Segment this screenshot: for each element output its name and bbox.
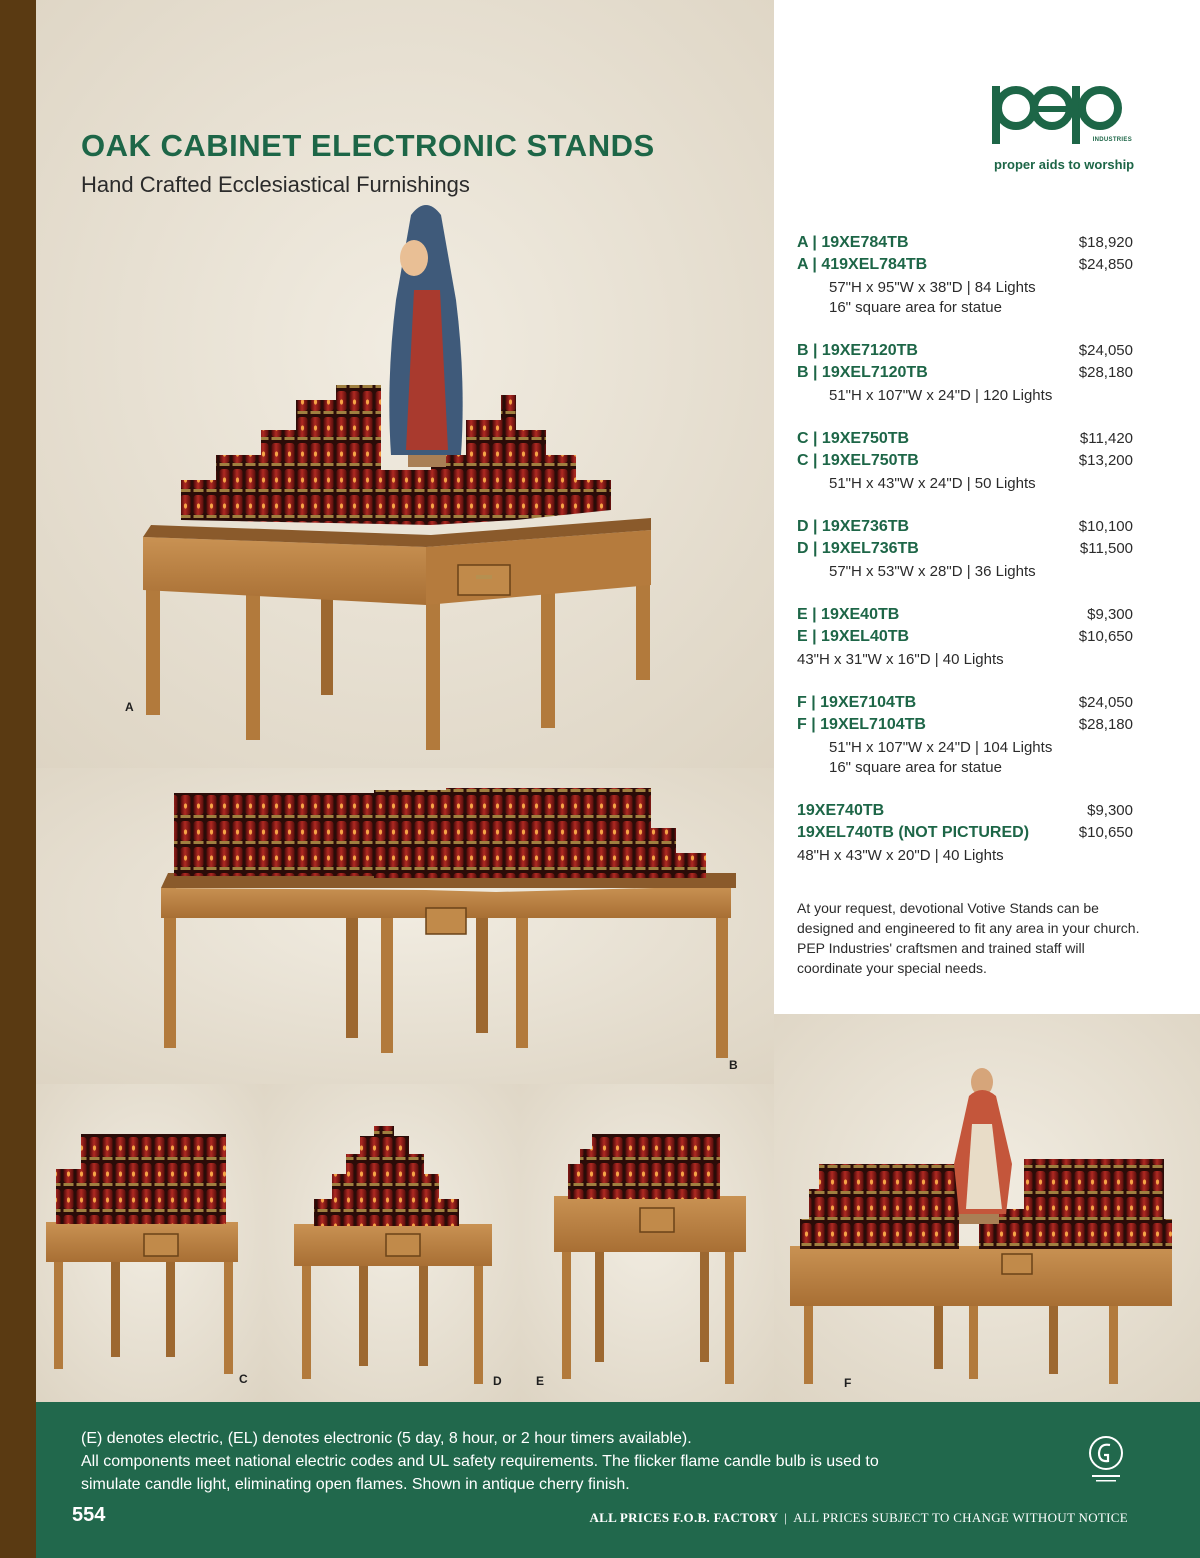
product-code: A | 19XE784TB [797, 234, 909, 251]
photo-a [36, 0, 774, 768]
product-group-d [797, 518, 1133, 582]
photo-a-label: A [125, 700, 134, 714]
product-group-c [797, 430, 1133, 494]
product-code: 19XEL740TB (NOT PICTURED) [797, 824, 1030, 841]
pep-logo [990, 84, 1136, 144]
photo-e-label: E [536, 1374, 545, 1388]
product-code: F | 19XE7104TB [797, 694, 917, 711]
page-title: OAK CABINET ELECTRONIC STANDS [81, 128, 655, 163]
product-price: $10,650 [1078, 628, 1133, 645]
page-subtitle: Hand Crafted Ecclesiastical Furnishings [81, 172, 470, 197]
footer-band [36, 1402, 1200, 1558]
disclaimer-line-2: All components meet national electric codes and UL safety requirements. The flicker flame candle bulb is used to simulate candle light, eliminating open flames. Shown in antique cherry finish. [81, 1453, 879, 1493]
product-code: E | 19XEL40TB [797, 628, 910, 645]
product-price: $11,500 [1079, 540, 1133, 557]
price-note-separator: | [784, 1510, 788, 1525]
product-code: C | 19XE750TB [797, 430, 910, 447]
product-code: E | 19XE40TB [797, 606, 900, 623]
product-dimensions: 51"H x 43"W x 24"D | 50 Lights [829, 475, 1036, 492]
product-group-e [797, 606, 1133, 670]
logo-industries: INDUSTRIES [1092, 137, 1132, 143]
photo-d-label: D [493, 1374, 502, 1388]
product-price: $10,100 [1078, 518, 1133, 535]
product-dimensions: 48"H x 43"W x 20"D | 40 Lights [797, 847, 1004, 864]
product-code: C | 19XEL750TB [797, 452, 919, 469]
product-dimensions: 57"H x 95"W x 38"D | 84 Lights [829, 279, 1036, 296]
product-price: $24,050 [1078, 342, 1133, 359]
product-group-other [797, 802, 1133, 866]
product-code: F | 19XEL7104TB [797, 716, 926, 733]
product-code: B | 19XEL7120TB [797, 364, 928, 381]
product-group-f [797, 694, 1133, 778]
product-list [797, 234, 1133, 890]
product-statue-note: 16" square area for statue [829, 299, 1002, 316]
photo-b [36, 768, 774, 1084]
product-price: $28,180 [1078, 364, 1133, 381]
product-price: $9,300 [1087, 606, 1133, 623]
price-note-change: ALL PRICES SUBJECT TO CHANGE WITHOUT NOTICE [793, 1510, 1128, 1525]
product-code: A | 419XEL784TB [797, 256, 928, 273]
product-statue-note: 16" square area for statue [829, 759, 1002, 776]
photo-d [264, 1084, 520, 1402]
page-number: 554 [72, 1504, 106, 1526]
page-spine [0, 0, 36, 1558]
product-price: $9,300 [1087, 802, 1133, 819]
product-dimensions: 43"H x 31"W x 16"D | 40 Lights [797, 651, 1004, 668]
price-note-fob: ALL PRICES F.O.B. FACTORY [589, 1510, 779, 1525]
guild-seal-icon [1086, 1433, 1126, 1485]
photo-b-label: B [729, 1058, 738, 1072]
product-group-b [797, 342, 1133, 406]
product-price: $10,650 [1078, 824, 1133, 841]
product-code: 19XE740TB [797, 802, 885, 819]
product-code: D | 19XE736TB [797, 518, 910, 535]
disclaimer-line-1: (E) denotes electric, (EL) denotes electronic (5 day, 8 hour, or 2 hour timers available). [81, 1430, 692, 1447]
photo-f [774, 1014, 1200, 1402]
footer-price-note [589, 1510, 1128, 1526]
photo-c-label: C [239, 1372, 248, 1386]
product-code: D | 19XEL736TB [797, 540, 919, 557]
brand-tagline: proper aids to worship [994, 157, 1135, 172]
product-price: $28,180 [1078, 716, 1133, 733]
product-dimensions: 51"H x 107"W x 24"D | 104 Lights [829, 739, 1053, 756]
custom-order-note: At your request, devotional Votive Stands can be designed and engineered to fit any area in your church. PEP Industries' craftsmen and trained staff will coordinate your special needs. [797, 900, 1140, 976]
product-dimensions: 57"H x 53"W x 28"D | 36 Lights [829, 563, 1036, 580]
footer-disclaimer [81, 1427, 901, 1496]
product-price: $24,850 [1078, 256, 1133, 273]
product-code: B | 19XE7120TB [797, 342, 918, 359]
product-price: $11,420 [1079, 430, 1133, 447]
product-price: $13,200 [1078, 452, 1133, 469]
photo-c [36, 1084, 264, 1402]
photo-f-label: F [844, 1376, 852, 1390]
photo-e [520, 1084, 774, 1402]
product-price: $24,050 [1078, 694, 1133, 711]
product-dimensions: 51"H x 107"W x 24"D | 120 Lights [829, 387, 1053, 404]
product-price: $18,920 [1078, 234, 1133, 251]
product-group-a [797, 234, 1133, 318]
